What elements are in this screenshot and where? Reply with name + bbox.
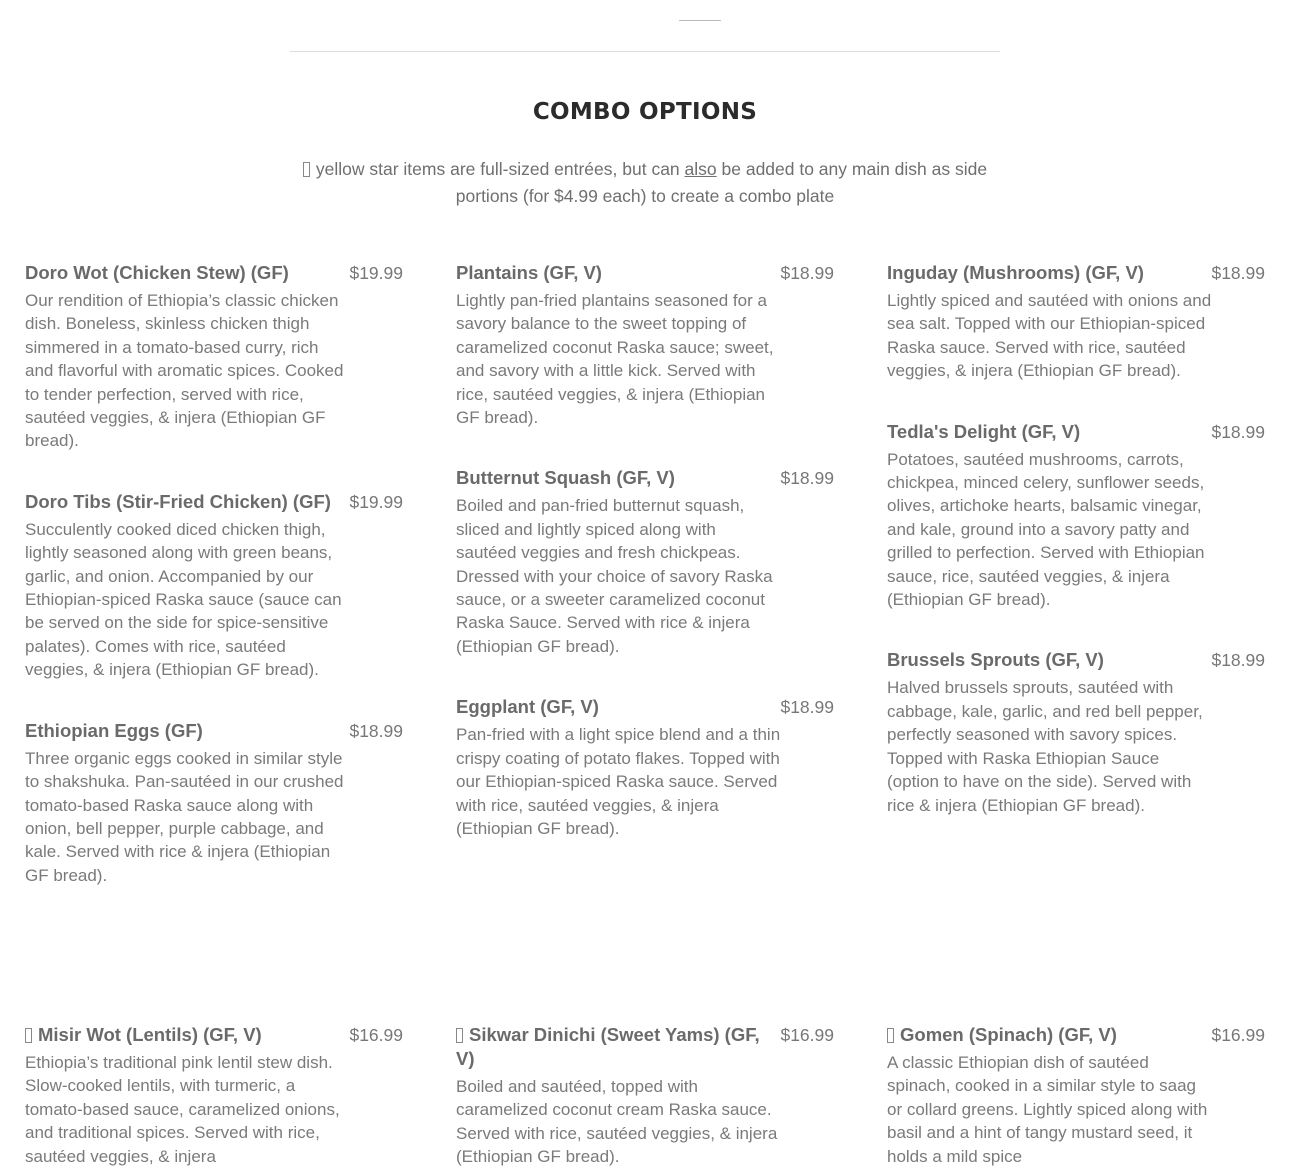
menu-item-name: Brussels Sprouts (GF, V) <box>887 649 1104 671</box>
menu-item-name: Butternut Squash (GF, V) <box>456 467 675 489</box>
intro-text-2: be added to any main dish as side portions (for $4.99 each) to create a combo plate <box>455 159 988 206</box>
top-accent-line <box>679 20 721 21</box>
menu-item-description: Boiled and sautéed, topped with caramelized coconut cream Raska sauce. Served with rice, sautéed veggies, & injera (Ethiopian GF bread). <box>456 1077 778 1167</box>
menu-item <box>887 648 1265 816</box>
menu-item <box>887 1023 1265 1168</box>
menu-item-name: Eggplant (GF, V) <box>456 696 599 718</box>
menu-item-name <box>456 1023 771 1071</box>
menu-item <box>887 261 1265 383</box>
menu-column-1 <box>25 261 403 887</box>
section-divider <box>290 51 1000 52</box>
menu-item-price: $16.99 <box>1211 1025 1265 1045</box>
menu-column-2 <box>456 261 834 840</box>
menu-item-name-text: Sikwar Dinichi (Sweet Yams) (GF, V) <box>456 1024 760 1069</box>
menu-item-description: Lightly spiced and sautéed with onions and sea salt. Topped with our Ethiopian-spiced Raska sauce. Served with rice, sautéed veggies, & injera (Ethiopian GF bread). <box>887 291 1212 381</box>
menu-item-price: $18.99 <box>1211 650 1265 671</box>
menu-item-description: Ethiopia’s traditional pink lentil stew dish. Slow-cooked lentils, with turmeric, a tomato-based sauce, caramelized onions, and traditional spices. Served with rice, sautéed veggies, & injera <box>25 1053 340 1166</box>
menu-item-price: $19.99 <box>349 491 403 512</box>
menu-item-price: $19.99 <box>349 263 403 283</box>
menu-item-description: Our rendition of Ethiopia’s classic chicken dish. Boneless, skinless chicken thigh simmered in a tomato-based curry, rich and flavorful with aromatic spices. Cooked to tender perfection, served with rice, sautéed veggies, & injera (Ethiopian GF bread). <box>25 291 344 451</box>
starred-item-1 <box>25 1023 403 1168</box>
menu-item-name <box>25 1023 340 1047</box>
menu-item-name: Tedla's Delight (GF, V) <box>887 420 1081 442</box>
menu-item-name: Plantains (GF, V) <box>456 262 602 283</box>
yellow-star-icon <box>887 1028 894 1043</box>
menu-item-description: Pan-fried with a light spice blend and a thin crispy coating of potato flakes. Topped with our Ethiopian-spiced Raska sauce. Served with rice, sautéed veggies, & injera (Ethiopian GF bread). <box>456 725 781 838</box>
menu-item-name-text: Misir Wot (Lentils) (GF, V) <box>38 1024 262 1045</box>
section-title: COMBO OPTIONS <box>532 99 758 125</box>
menu-item-description: Potatoes, sautéed mushrooms, carrots, chickpea, minced celery, sunflower seeds, olives, artichoke hearts, balsamic vinegar, and kale, ground into a savory patty and grilled to perfection. Served with Ethiopian sauce, rice, sautéed veggies, & injera (Ethiopian GF bread). <box>887 449 1205 610</box>
menu-item-name: Ethiopian Eggs (GF) <box>25 719 203 741</box>
menu-item-description: Halved brussels sprouts, sautéed with cabbage, kale, garlic, and red bell pepper, perfectly seasoned with savory spices. Topped with Raska Ethiopian Sauce (option to have on the side). Served with rice & injera (Ethiopian GF bread). <box>887 678 1203 815</box>
menu-item-description: Succulently cooked diced chicken thigh, lightly seasoned along with green beans, garlic, and onion. Accompanied by our Ethiopian-spiced Raska sauce (sauce can be served on the side for spice-sensitive palates). Comes with rice, sautéed veggies, & injera (Ethiopian GF bread). <box>25 519 342 680</box>
menu-item <box>25 261 403 453</box>
combo-intro <box>280 156 1010 210</box>
menu-item-description: Three organic eggs cooked in similar style to shakshuka. Pan-sautéed in our crushed tomato-based Raska sauce along with onion, bell pepper, purple cabbage, and kale. Served with rice & injera (Ethiopian GF bread). <box>25 748 344 885</box>
menu-item-description: Boiled and pan-fried butternut squash, sliced and lightly spiced along with sautéed veggies and fresh chickpeas. Dressed with your choice of savory Raska sauce, or a sweeter caramelized coconut Raska Sauce. Served with rice & injera (Ethiopian GF bread). <box>456 496 773 656</box>
menu-item <box>456 1023 834 1169</box>
menu-item-name-text: Gomen (Spinach) (GF, V) <box>900 1024 1117 1045</box>
menu-column-3 <box>887 261 1265 817</box>
menu-item-price: $18.99 <box>1211 263 1265 283</box>
menu-item <box>456 466 834 658</box>
yellow-star-icon <box>456 1028 463 1043</box>
menu-item <box>25 1023 403 1168</box>
menu-item-description: A classic Ethiopian dish of sautéed spinach, cooked in a similar style to saag or collard greens. Lightly spiced along with basil and a hint of tangy mustard seed, it holds a mild spice <box>887 1053 1208 1166</box>
menu-item-description: Lightly pan-fried plantains seasoned for a savory balance to the sweet topping of caramelized coconut Raska sauce; sweet, and savory with a little kick. Served with rice, sautéed veggies, & injera (Ethiopian GF bread). <box>456 291 774 428</box>
menu-item-price: $18.99 <box>1211 421 1265 442</box>
menu-item-price: $16.99 <box>780 1025 834 1045</box>
menu-item <box>456 695 834 840</box>
menu-item-name: Doro Tibs (Stir-Fried Chicken) (GF) <box>25 490 331 512</box>
menu-item-price: $18.99 <box>349 720 403 741</box>
menu-item-name <box>887 1023 1202 1047</box>
starred-item-3 <box>887 1023 1265 1168</box>
menu-item <box>456 261 834 429</box>
menu-item-name: Inguday (Mushrooms) (GF, V) <box>887 262 1144 283</box>
menu-item-price: $18.99 <box>780 263 834 283</box>
menu-item-price: $16.99 <box>349 1025 403 1045</box>
menu-item-price: $18.99 <box>780 468 834 489</box>
menu-item <box>887 420 1265 612</box>
starred-item-2 <box>456 1023 834 1169</box>
yellow-star-icon <box>303 162 310 177</box>
menu-item-name: Doro Wot (Chicken Stew) (GF) <box>25 262 289 283</box>
intro-text-1: yellow star items are full-sized entrées, but can <box>315 159 685 179</box>
menu-item <box>25 490 403 682</box>
intro-underlined-word: also <box>684 159 717 179</box>
menu-item <box>25 719 403 887</box>
yellow-star-icon <box>25 1028 32 1043</box>
menu-item-price: $18.99 <box>780 697 834 718</box>
